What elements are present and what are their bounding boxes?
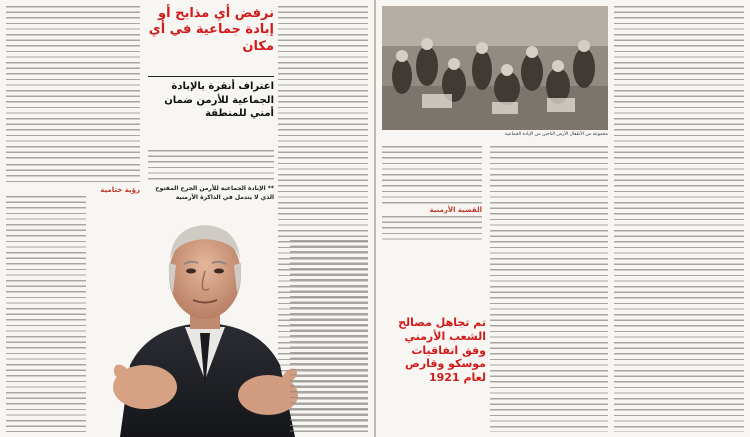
page-headline: نرفض أي مذابح أو إبادة جماعية في أي مكان: [148, 6, 274, 54]
section-heading: القضية الأرمنية: [429, 206, 482, 214]
body-text-column: [614, 6, 744, 432]
portrait-photo: [90, 205, 320, 437]
body-text-column: [6, 196, 86, 432]
photo-caption: مجموعة من الأطفال الأرمن الناجين من الإبادة الجماعية: [505, 132, 608, 137]
historic-photo: [382, 6, 608, 130]
headline-divider: [148, 76, 274, 77]
body-text-column: [290, 240, 368, 432]
body-text-column: [382, 216, 482, 240]
left-page: [0, 0, 374, 437]
body-text-column: [6, 164, 140, 184]
body-text-column: [148, 150, 274, 180]
section-heading: رؤية ختامية: [100, 186, 140, 194]
body-text-column: [382, 146, 482, 206]
page-subheadline: اعتراف أنقرة بالإبادة الجماعية للأرمن ضمان أمني للمنطقة: [164, 81, 274, 119]
section-headline: تم تجاهل مصالح الشعب الأرمني وفق اتفاقيات موسكو وقارص لعام 1921: [398, 316, 486, 384]
right-page: [376, 0, 750, 437]
body-text-column: [490, 146, 608, 432]
body-text-column: [6, 6, 140, 160]
pull-quote: ** الإبادة الجماعية للأرمن الجرح المفتوح الذي لا يندمل في الذاكرة الأرمنية: [155, 185, 274, 201]
